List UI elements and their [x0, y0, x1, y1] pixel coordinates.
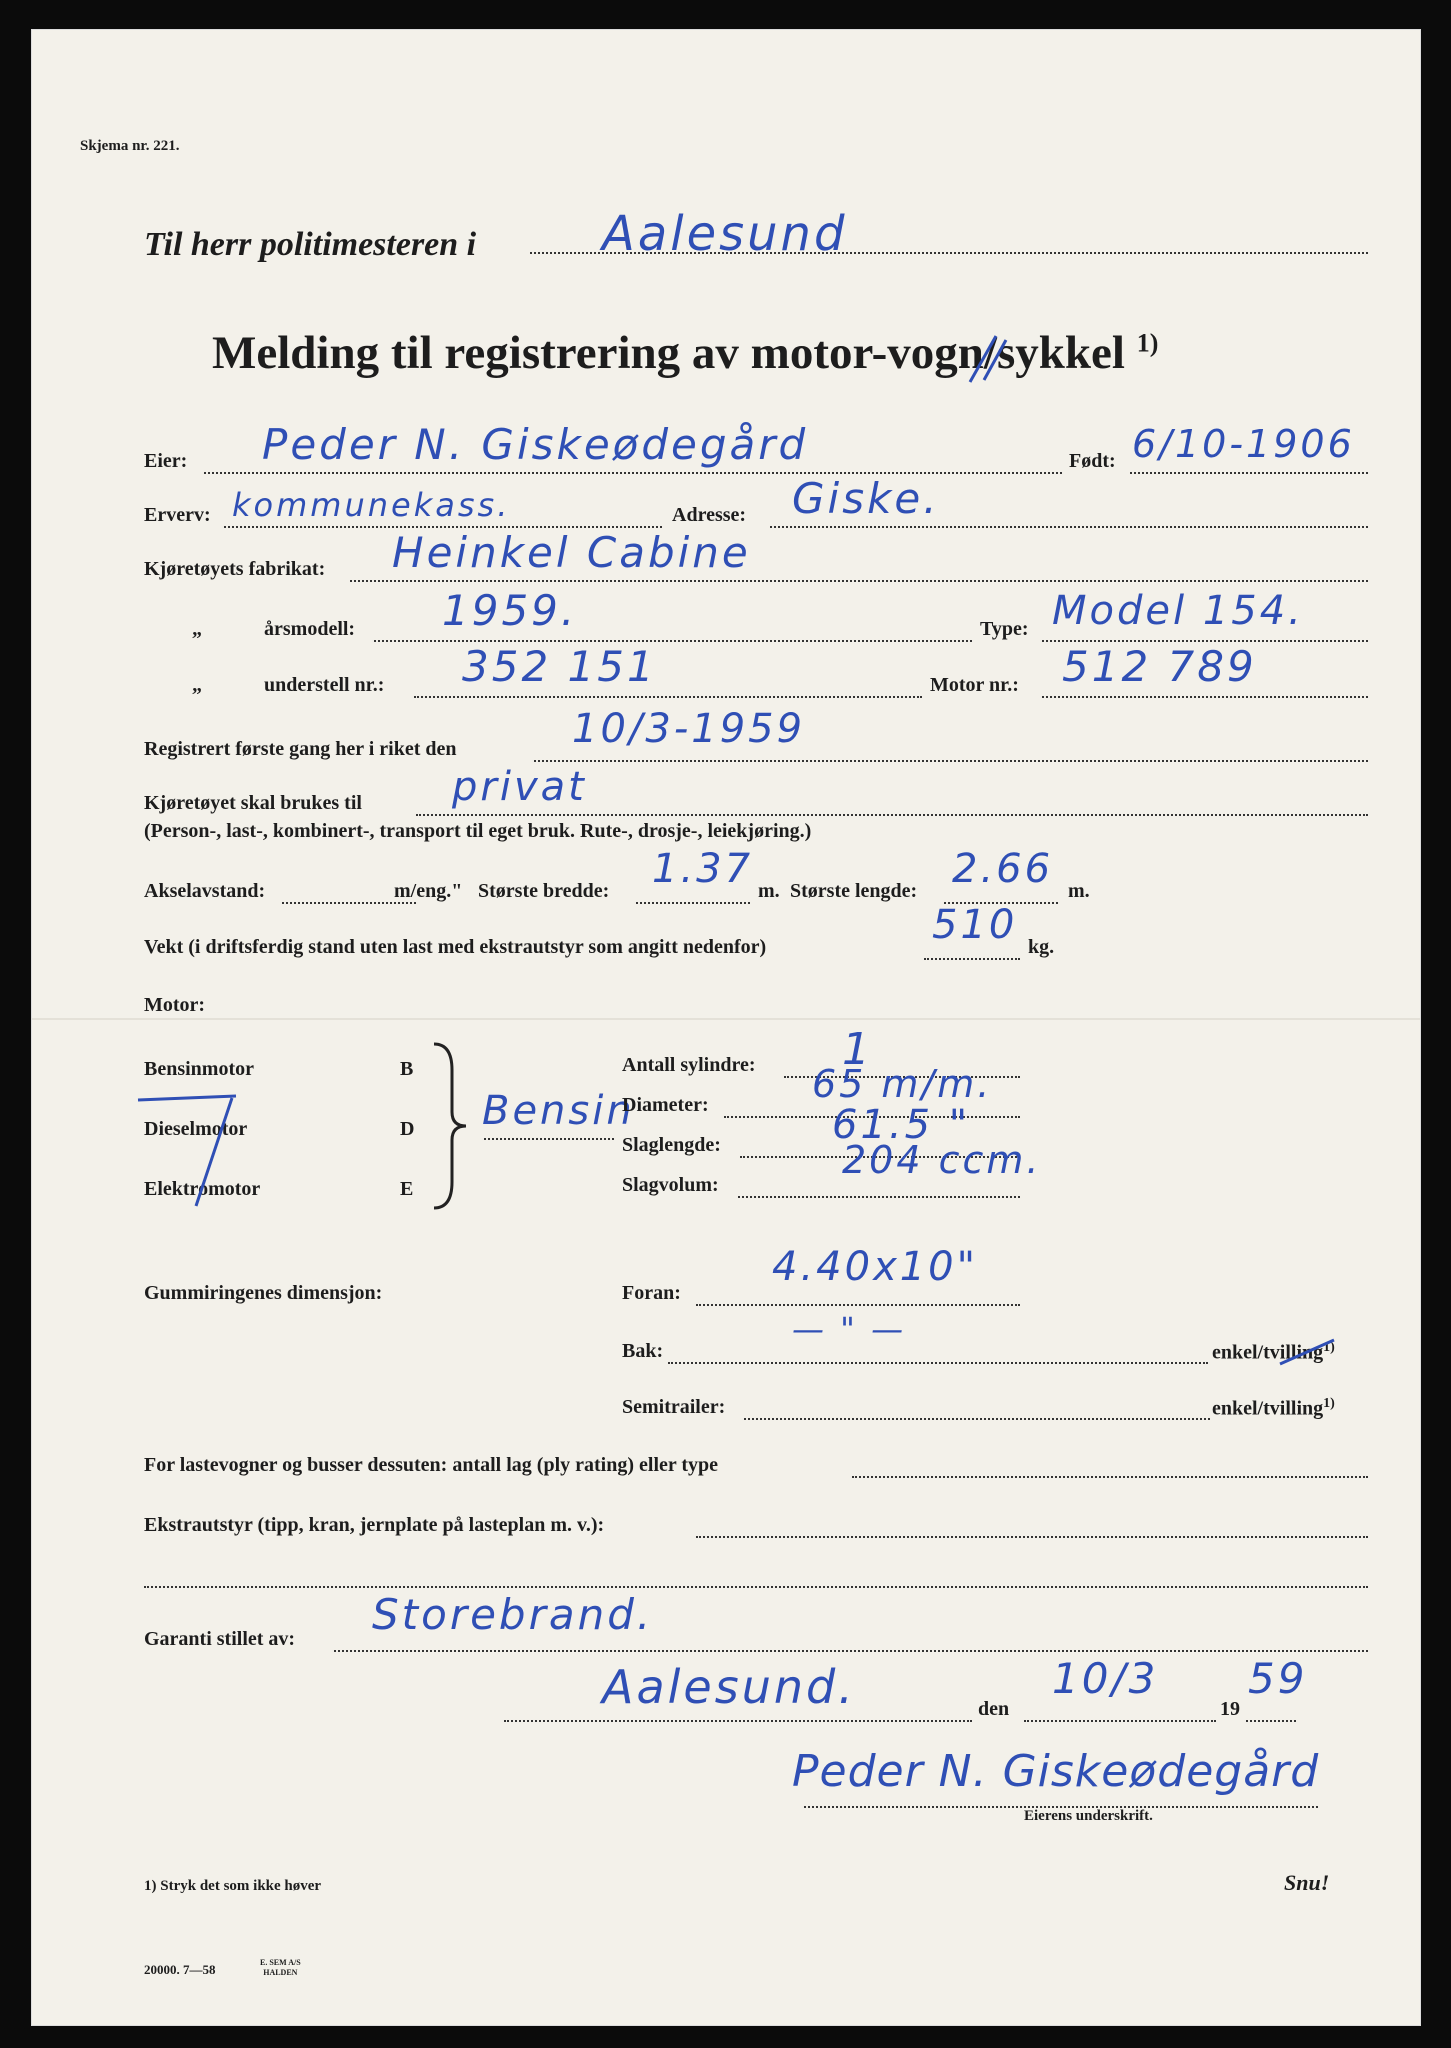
guarantee-label: Garanti stillet av:	[144, 1628, 296, 1650]
type-label: Type:	[980, 618, 1029, 640]
fuel-line	[484, 1138, 614, 1140]
engine-no-value[interactable]: 512 789	[1062, 642, 1257, 691]
displacement-label: Slagvolum:	[622, 1174, 719, 1196]
guarantee-value[interactable]: Storebrand.	[372, 1590, 654, 1639]
first-registered-label: Registrert første gang her i riket den	[144, 738, 457, 760]
stroke-value[interactable]: 61.5 "	[832, 1102, 971, 1148]
address-value[interactable]: Giske.	[792, 474, 940, 523]
place-line	[504, 1720, 972, 1722]
semitrailer-type	[1212, 1396, 1335, 1421]
cylinders-label: Antall sylindre:	[622, 1054, 756, 1076]
extra-equipment-line-2	[144, 1586, 1368, 1588]
birth-value[interactable]: 6/10-1906	[1132, 422, 1355, 466]
tire-dimension-heading: Gummiringenes dimensjon:	[144, 1282, 383, 1304]
turn-over-note: Snu!	[1284, 1870, 1330, 1895]
motor-heading: Motor:	[144, 994, 206, 1016]
type-value[interactable]: Model 154.	[1052, 588, 1304, 634]
diesel-engine-code: D	[400, 1118, 415, 1140]
date-label: den	[978, 1698, 1010, 1720]
printer-city: HALDEN	[263, 1968, 298, 1977]
printer-mark	[260, 1958, 301, 1978]
owner-value[interactable]: Peder N. Giskeødegård	[262, 420, 809, 469]
width-unit: m.	[758, 880, 780, 902]
guarantee-line	[334, 1650, 1368, 1652]
model-year-label: årsmodell:	[264, 618, 356, 640]
make-line	[350, 580, 1368, 582]
length-label: Største lengde:	[790, 880, 918, 902]
extra-equipment-line	[696, 1536, 1368, 1538]
year-value[interactable]: 59	[1248, 1654, 1308, 1703]
electric-engine-code: E	[400, 1178, 414, 1200]
front-tire-line	[696, 1304, 1020, 1306]
width-label: Største bredde:	[478, 880, 610, 902]
semitrailer-type-text: enkel/tvilling	[1212, 1397, 1324, 1420]
diesel-engine-label: Dieselmotor	[144, 1118, 248, 1140]
first-registered-line	[534, 760, 1368, 762]
rear-tire-type-text: enkel/tvilling	[1212, 1341, 1324, 1364]
chassis-label: understell nr.:	[264, 674, 385, 696]
date-line	[1024, 1720, 1216, 1722]
petrol-engine-code: B	[400, 1058, 414, 1080]
weight-label: Vekt (i driftsferdig stand uten last med ekstrautstyr som angitt nedenfor)	[144, 936, 767, 958]
title-text: Melding til registrering av motor-vogn/sykkel	[212, 327, 1125, 379]
width-value[interactable]: 1.37	[652, 846, 754, 892]
usage-note: (Person-, last-, kombinert-, transport til eget bruk. Rute-, drosje-, leiekjøring.)	[144, 820, 812, 842]
front-tire-label: Foran:	[622, 1282, 681, 1304]
length-unit: m.	[1068, 880, 1090, 902]
wheelbase-unit: m/eng."	[394, 880, 463, 902]
weight-unit: kg.	[1028, 936, 1055, 958]
signature-caption: Eierens underskrift.	[1024, 1808, 1153, 1824]
make-label: Kjøretøyets fabrikat:	[144, 558, 326, 580]
ditto-mark-1: „	[192, 618, 202, 640]
weight-value[interactable]: 510	[932, 902, 1018, 948]
owner-label: Eier:	[144, 450, 188, 472]
rear-tire-footnote-ref: 1)	[1323, 1340, 1335, 1355]
form-number: Skjema nr. 221.	[80, 138, 180, 154]
stroke-label: Slaglengde:	[622, 1134, 721, 1156]
width-line	[636, 902, 750, 904]
usage-line	[416, 814, 1368, 816]
year-prefix: 19	[1220, 1698, 1240, 1720]
engine-no-line	[1042, 696, 1368, 698]
form-sheet	[32, 30, 1420, 2025]
petrol-engine-label: Bensinmotor	[144, 1058, 254, 1080]
ply-rating-label: For lastevogner og busser dessuten: antall lag (ply rating) eller type	[144, 1454, 719, 1476]
weight-line	[924, 958, 1020, 960]
engine-check-mark	[136, 1066, 296, 1216]
rear-tire-strike	[1278, 1336, 1338, 1370]
ditto-mark-2: „	[192, 674, 202, 696]
place-value[interactable]: Aalesund.	[602, 1660, 856, 1714]
address-label: Adresse:	[672, 504, 747, 526]
birth-label: Født:	[1069, 450, 1116, 472]
rear-tire-label: Bak:	[622, 1340, 664, 1362]
wheelbase-label: Akselavstand:	[144, 880, 266, 902]
extra-equipment-label: Ekstrautstyr (tipp, kran, jernplate på lasteplan m. v.):	[144, 1514, 605, 1536]
birth-line	[1130, 472, 1368, 474]
displacement-value[interactable]: 204 ccm.	[842, 1138, 1042, 1182]
owner-signature[interactable]: Peder N. Giskeødegård	[792, 1746, 1320, 1797]
printer-name: E. SEM A/S	[260, 1958, 301, 1967]
semitrailer-line	[744, 1418, 1210, 1420]
rear-tire-value[interactable]: — " —	[792, 1310, 907, 1348]
electric-engine-label: Elektromotor	[144, 1178, 261, 1200]
displacement-line	[738, 1196, 1020, 1198]
fuel-value[interactable]: Bensin	[482, 1088, 635, 1134]
bore-value[interactable]: 65 m/m.	[812, 1062, 993, 1106]
year-line	[1246, 1720, 1296, 1722]
occupation-value[interactable]: kommunekass.	[232, 486, 511, 524]
first-registered-value[interactable]: 10/3-1959	[572, 706, 806, 752]
form-title	[212, 326, 1158, 380]
print-code: 20000. 7—58	[144, 1962, 216, 1977]
recipient-label: Til herr politimesteren i	[144, 226, 477, 263]
footnote: 1) Stryk det som ikke høver	[144, 1878, 322, 1894]
address-line	[770, 526, 1368, 528]
rear-tire-line	[668, 1362, 1208, 1364]
usage-label: Kjøretøyet skal brukes til	[144, 792, 362, 814]
ply-rating-line	[852, 1476, 1368, 1478]
chassis-value[interactable]: 352 151	[462, 642, 657, 691]
chassis-line	[414, 696, 922, 698]
title-footnote-ref: 1)	[1136, 328, 1159, 358]
recipient-value[interactable]: Aalesund	[602, 206, 848, 262]
cylinders-value[interactable]: 1	[842, 1024, 873, 1075]
engine-type-brace	[430, 1040, 470, 1212]
bore-label: Diameter:	[622, 1094, 709, 1116]
usage-value[interactable]: privat	[452, 764, 587, 810]
front-tire-value[interactable]: 4.40x10"	[772, 1244, 979, 1290]
date-value[interactable]: 10/3	[1052, 1654, 1159, 1703]
engine-no-label: Motor nr.:	[930, 674, 1019, 696]
strike-mark	[962, 330, 1012, 390]
make-value[interactable]: Heinkel Cabine	[392, 528, 751, 577]
occupation-label: Erverv:	[144, 504, 211, 526]
model-year-value[interactable]: 1959.	[442, 586, 578, 635]
length-value[interactable]: 2.66	[952, 846, 1054, 892]
fold-line	[32, 1018, 1420, 1020]
semitrailer-label: Semitrailer:	[622, 1396, 726, 1418]
semitrailer-footnote-ref: 1)	[1323, 1396, 1335, 1411]
